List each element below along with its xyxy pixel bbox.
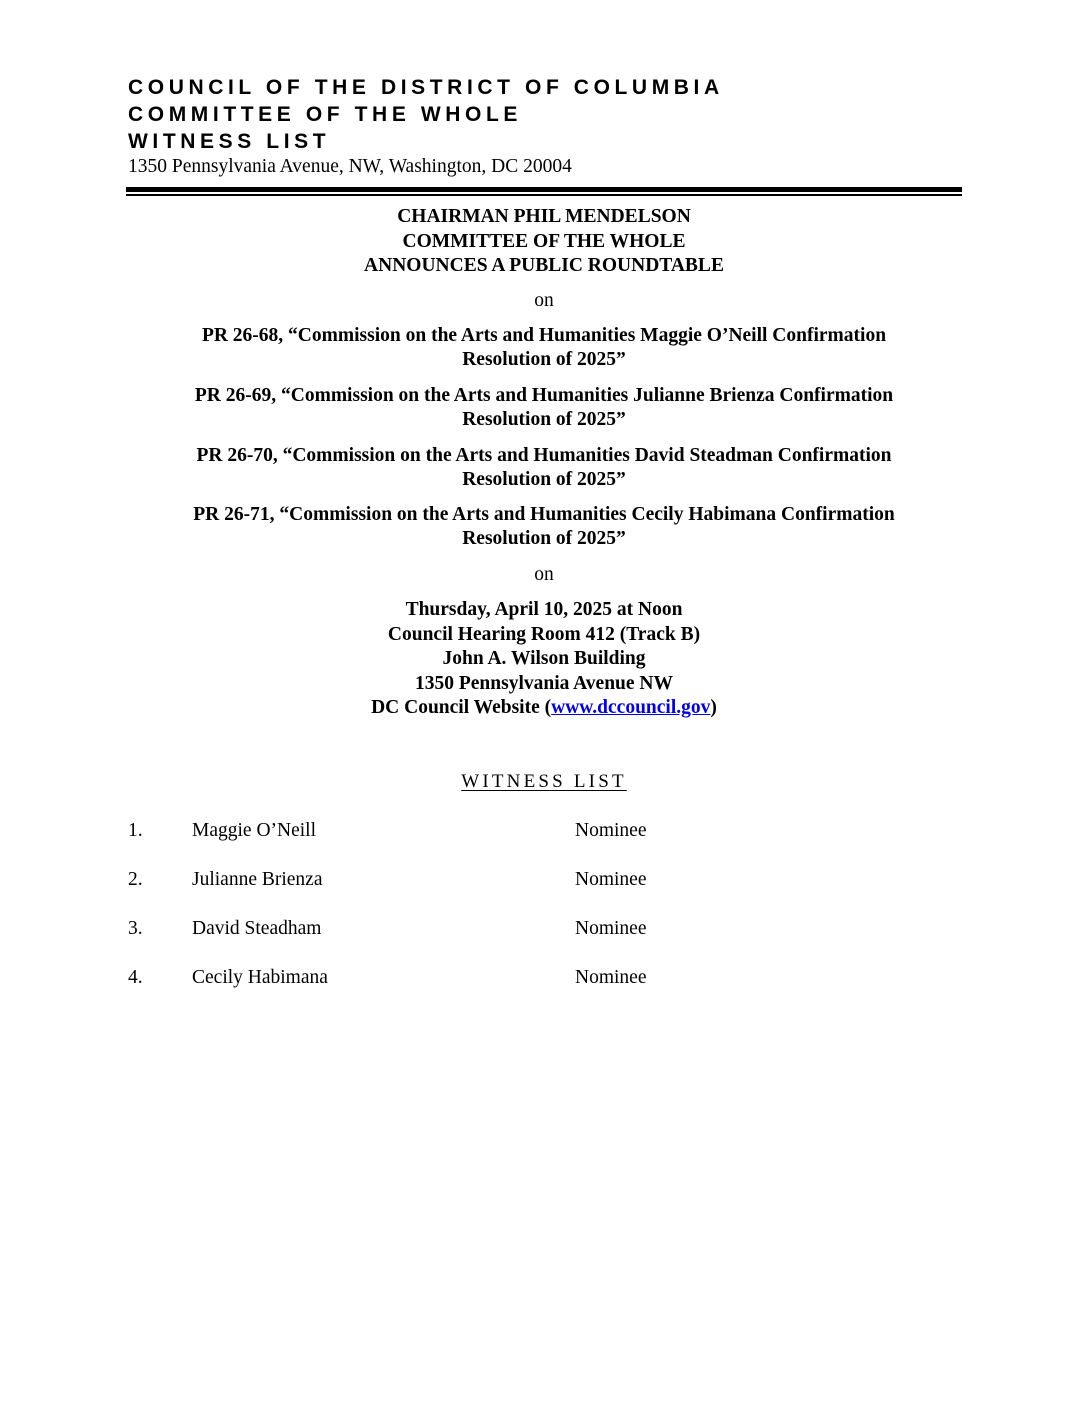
witness-list-heading xyxy=(126,770,962,794)
roundtable-line: ANNOUNCES A PUBLIC ROUNDTABLE xyxy=(364,255,724,277)
hearing-room: Council Hearing Room 412 (Track B) xyxy=(387,623,701,645)
header-divider-thick xyxy=(126,187,962,192)
resolution-title-cont: Resolution of 2025” xyxy=(462,528,626,550)
witness-number: 3. xyxy=(128,918,143,939)
resolution-item xyxy=(126,503,962,552)
hearing-building: John A. Wilson Building xyxy=(442,648,646,670)
resolution-item xyxy=(126,444,962,493)
witness-row xyxy=(0,966,1088,992)
announcement-heading xyxy=(126,205,962,279)
witness-role: Nominee xyxy=(575,820,647,841)
resolution-title-cont: Resolution of 2025” xyxy=(462,469,626,491)
witness-role: Nominee xyxy=(575,967,647,988)
witness-row xyxy=(0,917,1088,943)
witness-name: Cecily Habimana xyxy=(192,967,328,988)
witness-list-heading-text: WITNESS LIST xyxy=(461,771,627,792)
letterhead xyxy=(128,74,962,179)
resolution-title-cont: Resolution of 2025” xyxy=(462,349,626,371)
council-address: 1350 Pennsylvania Avenue, NW, Washington, DC 20004 xyxy=(128,156,572,177)
witness-row xyxy=(0,868,1088,894)
resolution-title: PR 26-68, “Commission on the Arts and Humanities Maggie O’Neill Confirmation xyxy=(201,325,887,346)
resolution-item xyxy=(126,324,962,373)
resolution-title-cont: Resolution of 2025” xyxy=(462,409,626,431)
witness-name: Maggie O’Neill xyxy=(192,820,317,841)
hearing-date-time: Thursday, April 10, 2025 at Noon xyxy=(405,599,683,620)
website-link[interactable]: www.dccouncil.gov xyxy=(551,697,711,719)
resolution-title: PR 26-69, “Commission on the Arts and Humanities Julianne Brienza Confirmation xyxy=(194,385,894,406)
resolution-title: PR 26-70, “Commission on the Arts and Humanities David Steadman Confirmation xyxy=(196,445,892,466)
chairman-line: CHAIRMAN PHIL MENDELSON xyxy=(397,206,691,227)
council-name: COUNCIL OF THE DISTRICT OF COLUMBIA xyxy=(128,76,724,99)
witness-number: 4. xyxy=(128,967,143,988)
hearing-details xyxy=(126,598,962,721)
on-connector-2: on xyxy=(534,564,554,585)
witness-role: Nominee xyxy=(575,869,647,890)
resolution-item xyxy=(126,384,962,433)
witness-number: 1. xyxy=(128,820,143,841)
hearing-street-address: 1350 Pennsylvania Avenue NW xyxy=(414,672,674,694)
witness-role: Nominee xyxy=(575,918,647,939)
committee-name: COMMITTEE OF THE WHOLE xyxy=(128,103,523,126)
website-prefix: DC Council Website ( xyxy=(371,697,552,719)
website-suffix: ) xyxy=(710,697,717,719)
witness-name: David Steadham xyxy=(192,918,322,939)
website-line xyxy=(126,696,962,721)
document-type: WITNESS LIST xyxy=(128,130,331,153)
header-divider-thin xyxy=(126,194,962,196)
witness-row xyxy=(0,819,1088,845)
witness-name: Julianne Brienza xyxy=(192,869,323,890)
resolution-title: PR 26-71, “Commission on the Arts and Humanities Cecily Habimana Confirmation xyxy=(193,504,895,525)
witness-number: 2. xyxy=(128,869,143,890)
on-connector-1: on xyxy=(534,290,554,311)
committee-line: COMMITTEE OF THE WHOLE xyxy=(402,230,686,252)
